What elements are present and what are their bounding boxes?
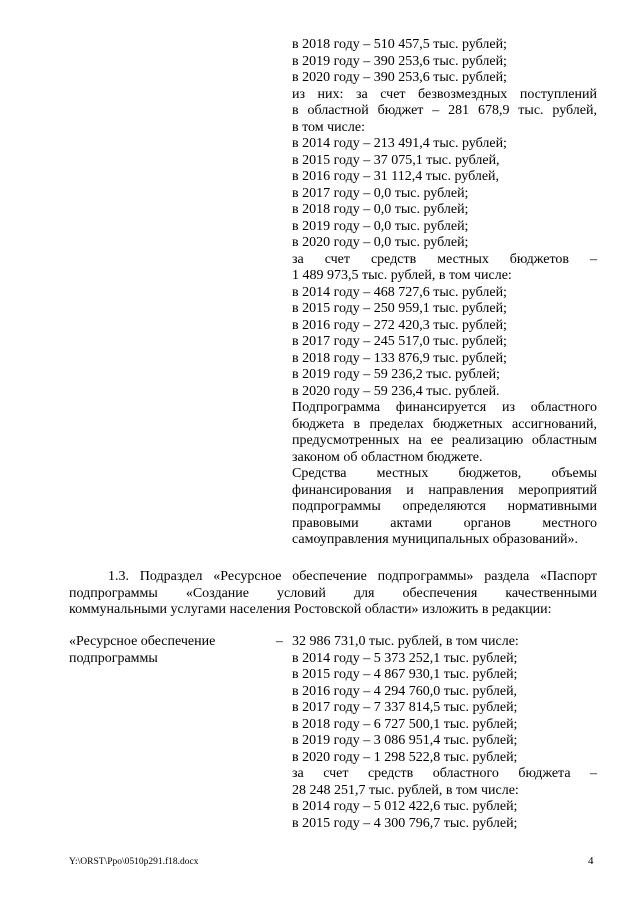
resource-label xyxy=(69,634,269,667)
text-line: в том числе: xyxy=(292,119,365,135)
text-line: в 2015 году – 37 075,1 тыс. рублей, xyxy=(292,152,500,168)
text-line: в 2016 году – 4 294 760,0 тыс. рублей, xyxy=(292,683,518,699)
text-line: в 2015 году – 4 867 930,1 тыс. рублей; xyxy=(292,667,518,682)
text-line: в 2015 году – 250 959,1 тыс. рублей; xyxy=(292,301,507,316)
label-dash: – xyxy=(276,634,283,649)
text-line: в 2017 году – 0,0 тыс. рублей; xyxy=(292,185,469,201)
text-line: 1 489 973,5 тыс. рублей, в том числе: xyxy=(292,268,512,283)
text-line: в 2015 году – 4 300 796,7 тыс. рублей; xyxy=(292,815,518,831)
paragraph-line: коммунальными услугами населения Ростовской области» изложить в редакции: xyxy=(69,602,552,617)
text-line: в 2014 году – 213 491,4 тыс. рублей; xyxy=(292,136,507,151)
paragraph-line: подпрограммы «Создание условий для обеспечения качественными xyxy=(69,585,597,601)
text-line: за счет средств местных бюджетов – xyxy=(292,251,597,267)
label-line: «Ресурсное обеспечение xyxy=(69,634,216,649)
text-line: предусмотренных на ее реализацию областным xyxy=(292,433,597,448)
text-line: в 2020 году – 390 253,6 тыс. рублей; xyxy=(292,70,507,85)
section-paragraph xyxy=(69,569,597,619)
text-line: в 2014 году – 468 727,6 тыс. рублей; xyxy=(292,284,507,300)
text-line: самоуправления муниципальных образований». xyxy=(292,532,579,547)
text-line: в 2018 году – 0,0 тыс. рублей; xyxy=(292,202,469,217)
text-line: подпрограммы определяются нормативными xyxy=(292,499,597,514)
text-line: в 2016 году – 31 112,4 тыс. рублей, xyxy=(292,169,500,184)
text-line: в 2019 году – 390 253,6 тыс. рублей; xyxy=(292,53,507,69)
text-line: в 2014 году – 5 373 252,1 тыс. рублей; xyxy=(292,650,518,666)
text-line: 32 986 731,0 тыс. рублей, в том числе: xyxy=(292,634,519,649)
text-line: законом об областном бюджете. xyxy=(292,449,483,465)
text-line: 28 248 251,7 тыс. рублей, в том числе: xyxy=(292,782,519,798)
text-line: в областной бюджет – 281 678,9 тыс. рублей, xyxy=(292,103,597,118)
text-line: в 2017 году – 7 337 814,5 тыс. рублей; xyxy=(292,700,518,715)
text-line: в 2019 году – 0,0 тыс. рублей; xyxy=(292,218,469,234)
text-line: в 2017 году – 245 517,0 тыс. рублей; xyxy=(292,334,507,349)
text-line: в 2018 году – 133 876,9 тыс. рублей; xyxy=(292,350,507,366)
paragraph-line: 1.3. Подраздел «Ресурсное обеспечение подпрограммы» раздела «Паспорт xyxy=(108,569,597,584)
text-line: финансирования и направления мероприятий xyxy=(292,482,597,498)
resource-values xyxy=(292,634,597,832)
text-line: в 2020 году – 1 298 522,8 тыс. рублей; xyxy=(292,749,518,765)
text-line: в 2020 году – 0,0 тыс. рублей; xyxy=(292,235,469,250)
text-line: за счет средств областного бюджета – xyxy=(292,766,597,781)
page-number: 4 xyxy=(588,855,594,867)
text-line: бюджета в пределах бюджетных ассигнований, xyxy=(292,416,597,432)
text-line: в 2018 году – 6 727 500,1 тыс. рублей; xyxy=(292,716,518,732)
text-line: в 2018 году – 510 457,5 тыс. рублей; xyxy=(292,37,507,52)
text-line: в 2016 году – 272 420,3 тыс. рублей; xyxy=(292,317,507,333)
text-line: в 2019 году – 59 236,2 тыс. рублей; xyxy=(292,367,500,382)
financing-continuation xyxy=(292,37,597,549)
text-line: в 2020 году – 59 236,4 тыс. рублей. xyxy=(292,383,500,399)
text-line: в 2014 году – 5 012 422,6 тыс. рублей; xyxy=(292,799,518,814)
text-line: в 2019 году – 3 086 951,4 тыс. рублей; xyxy=(292,733,518,748)
text-line: Средства местных бюджетов, объемы xyxy=(292,466,597,481)
text-line: правовыми актами органов местного xyxy=(292,515,597,531)
file-path-footer: Y:\ORST\Ppo\0510p291.f18.docx xyxy=(69,857,199,867)
text-line: Подпрограмма финансируется из областного xyxy=(292,400,597,415)
text-line: из них: за счет безвозмездных поступлений xyxy=(292,86,597,102)
label-line: подпрограммы xyxy=(69,650,158,666)
